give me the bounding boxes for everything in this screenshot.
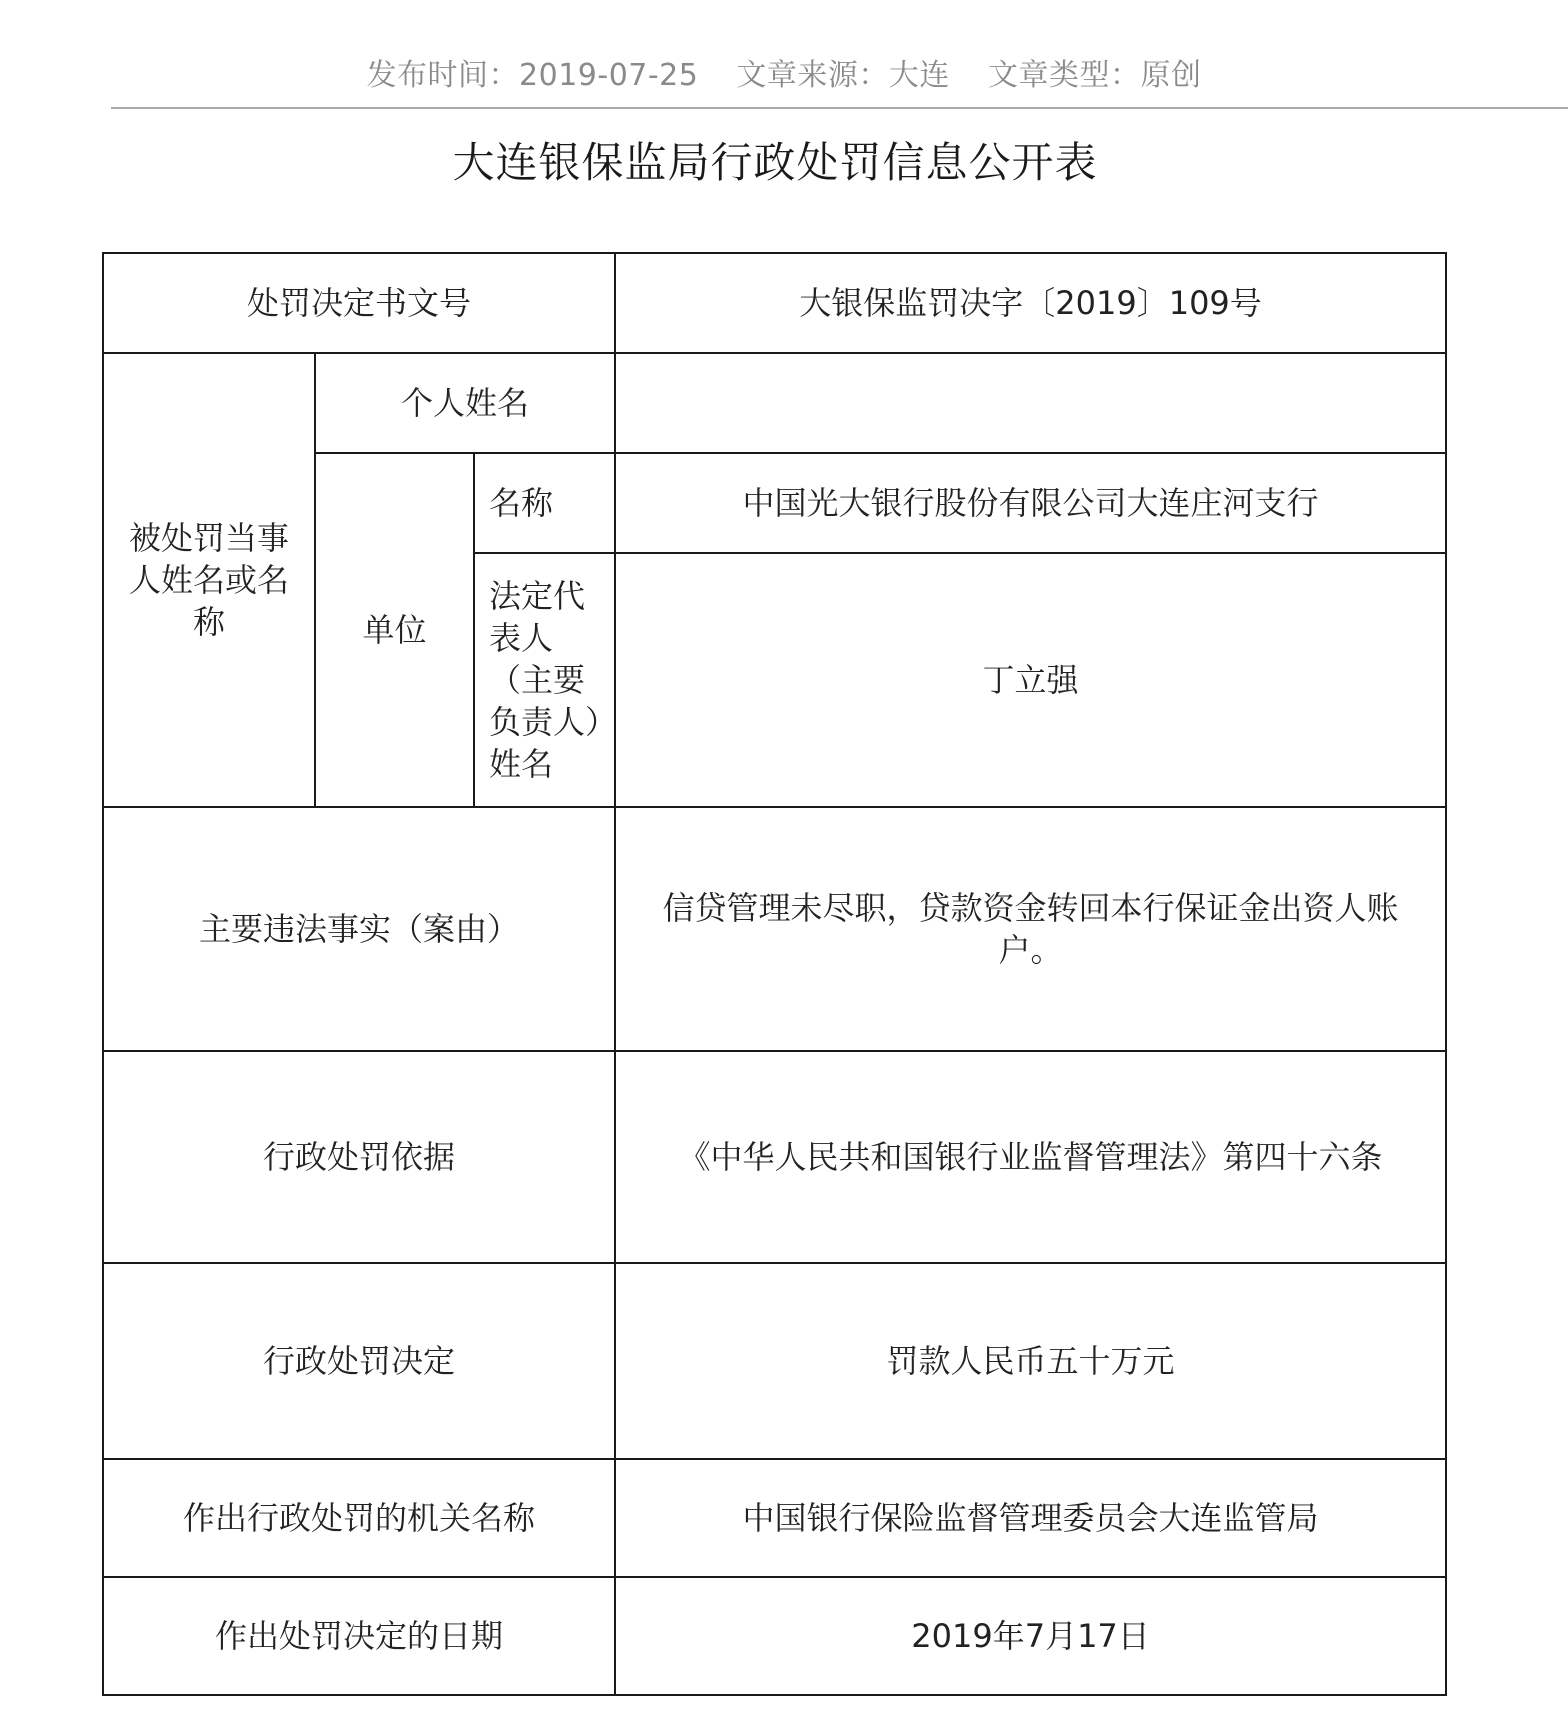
individual-value — [615, 353, 1446, 453]
unit-name-value: 中国光大银行股份有限公司大连庄河支行 — [615, 453, 1446, 553]
legal-rep-value: 丁立强 — [615, 553, 1446, 807]
date-label: 作出处罚决定的日期 — [103, 1577, 615, 1695]
decision-label: 行政处罚决定 — [103, 1263, 615, 1459]
date-value: 2019年7月17日 — [615, 1577, 1446, 1695]
basis-value: 《中华人民共和国银行业监督管理法》第四十六条 — [615, 1051, 1446, 1263]
basis-label: 行政处罚依据 — [103, 1051, 615, 1263]
authority-label: 作出行政处罚的机关名称 — [103, 1459, 615, 1577]
table-row — [103, 253, 1446, 353]
authority-value: 中国银行保险监督管理委员会大连监管局 — [615, 1459, 1446, 1577]
party-label: 被处罚当事人姓名或名称 — [103, 353, 315, 807]
table-row — [103, 1263, 1446, 1459]
publish-time: 发布时间：2019-07-25 — [366, 58, 699, 93]
table-row — [103, 1459, 1446, 1577]
facts-value: 信贷管理未尽职，贷款资金转回本行保证金出资人账户。 — [615, 807, 1446, 1051]
page-title: 大连银保监局行政处罚信息公开表 — [452, 138, 1098, 187]
table-row — [103, 1051, 1446, 1263]
penalty-info-table — [102, 252, 1447, 1696]
article-source: 文章来源：大连 — [736, 58, 950, 93]
table-row — [103, 807, 1446, 1051]
article-type: 文章类型：原创 — [987, 58, 1202, 93]
unit-label: 单位 — [315, 453, 474, 807]
decision-value: 罚款人民币五十万元 — [615, 1263, 1446, 1459]
decision-no-label: 处罚决定书文号 — [103, 253, 615, 353]
table-row — [103, 353, 1446, 453]
legal-rep-label: 法定代表人（主要负责人）姓名 — [474, 553, 615, 807]
decision-no-value: 大银保监罚决字〔2019〕109号 — [615, 253, 1446, 353]
facts-label: 主要违法事实（案由） — [103, 807, 615, 1051]
table-row — [103, 1577, 1446, 1695]
article-meta — [0, 50, 1568, 94]
unit-name-label: 名称 — [474, 453, 615, 553]
header-divider — [111, 107, 1568, 109]
individual-label: 个人姓名 — [315, 353, 615, 453]
